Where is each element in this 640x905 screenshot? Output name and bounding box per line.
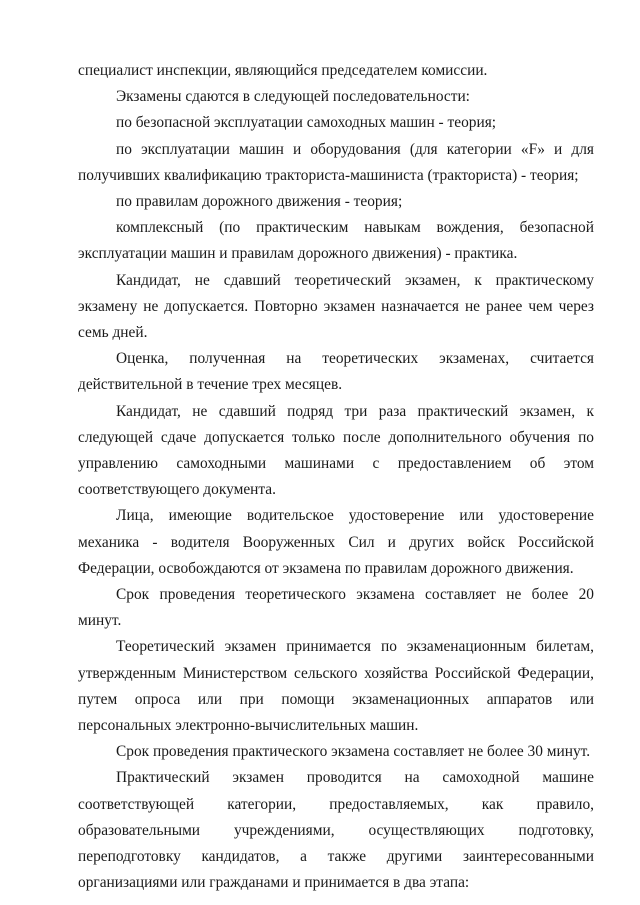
paragraph-safe-operation-theory: по безопасной эксплуатации самоходных машин - теория; <box>116 114 497 132</box>
paragraph-machine-operation-theory: по эксплуатации машин и оборудования (для категории «F» и для получивших квалификацию тракториста-машиниста (тракториста) - теория; <box>78 140 594 184</box>
paragraph-traffic-rules-theory: по правилам дорожного движения - теория; <box>116 193 403 211</box>
paragraph-theory-tickets: Теоретический экзамен принимается по экзаменационным билетам, утвержденным Министерством сельского хозяйства Российской Федерации, путем опроса или при помощи экзаменационных аппаратов или персональных электронно-вычислительных машин. <box>78 638 594 735</box>
paragraph-complex-practice: комплексный (по практическим навыкам вождения, безопасной эксплуатации машин и правилам дорожного движения) - практика. <box>78 219 594 263</box>
paragraph-failed-practice: Кандидат, не сдавший подряд три раза практический экзамен, к следующей сдаче допускается только после дополнительного обучения по управлению самоходными машинами с предоставлением об этом соответствующего документа. <box>78 402 594 499</box>
paragraph-practice-duration: Срок проведения практического экзамена составляет не более 30 минут. <box>116 743 591 761</box>
paragraph-exam-sequence: Экзамены сдаются в следующей последовательности: <box>116 88 470 106</box>
paragraph-failed-theory: Кандидат, не сдавший теоретический экзамен, к практическому экзамену не допускается. Повторно экзамен назначается не ранее чем через семь дней. <box>78 271 594 342</box>
paragraph-grade-validity: Оценка, полученная на теоретических экзаменах, считается действительной в течение трех месяцев. <box>78 350 594 394</box>
paragraph-continuation: специалист инспекции, являющийся председателем комиссии. <box>78 62 488 79</box>
paragraph-practice-stages: Практический экзамен проводится на самоходной машине соответствующей категории, предоставляемых, как правило, образовательными учреждениями, осуществляющих подготовку, переподготовку кандидатов, а также другими заинтересованными организациями или гражданами и принимается в два этапа: <box>78 769 594 892</box>
paragraph-exemption: Лица, имеющие водительское удостоверение или удостоверение механика - водителя Вооруженных Сил и других войск Российской Федерации, освобождаются от экзамена по правилам дорожного движения. <box>78 507 594 577</box>
paragraph-theory-duration: Срок проведения теоретического экзамена составляет не более 20 минут. <box>78 586 594 630</box>
